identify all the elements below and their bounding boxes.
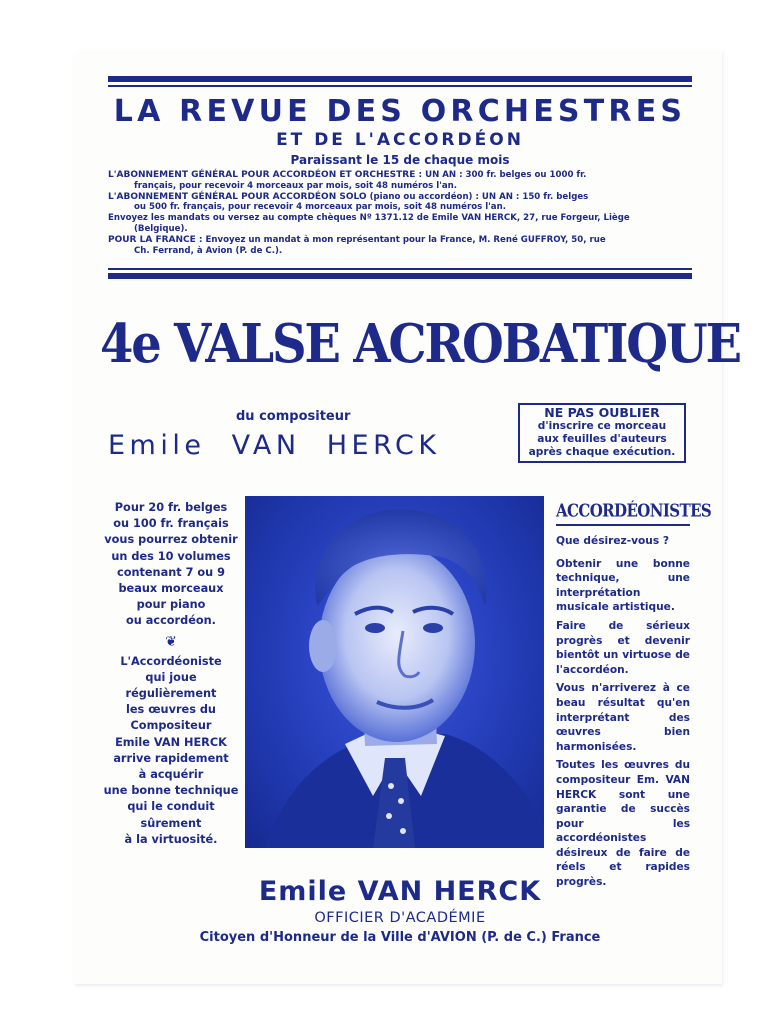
accordeoniste-text: [100, 654, 242, 848]
para-line: à la virtuosité.: [124, 832, 218, 846]
para-line: une bonne technique: [103, 784, 239, 798]
subscription-info: [108, 170, 692, 257]
flourish-icon: ❦: [165, 633, 177, 650]
offer-line: Pour 20 fr. belges: [114, 501, 228, 514]
pour-la-france: [108, 235, 692, 256]
notice-line2: aux feuilles d'auteurs: [537, 433, 667, 445]
envoyez-text: Envoyez les mandats ou versez au compte chèques Nº 1371.12 de Emile VAN HERCK, 27, rue Forgeur, Liège: [108, 213, 630, 224]
para-line: arrive rapidement: [113, 751, 229, 765]
offer-line: vous pourrez obtenir: [104, 533, 238, 547]
notice-box: [518, 403, 686, 463]
header-top-rule-thin: [108, 85, 692, 87]
accordeonistes-rule: [556, 524, 690, 526]
offer-text: [100, 500, 242, 630]
accordeonistes-heading: ACCORDÉONISTES: [556, 500, 712, 522]
footer-composer-name: Emile VAN HERCK: [258, 876, 542, 907]
notice-head: NE PAS OUBLIER: [544, 405, 660, 420]
composer-name: Emile VAN HERCK: [108, 430, 441, 461]
right-column: [556, 534, 690, 894]
footer-citoyen: Citoyen d'Honneur de la Ville d'AVION (P. de C.) France: [199, 930, 601, 945]
para-line: L'Accordéoniste: [120, 654, 222, 668]
left-column: [100, 500, 242, 848]
para-line: régulièrement: [125, 687, 217, 701]
notice-line3: après chaque exécution.: [528, 446, 676, 458]
para-line: qui le conduit: [127, 800, 215, 814]
para-line: à acquérir: [138, 768, 204, 782]
piece-title: 4e VALSE ACROBATIQUE: [100, 312, 740, 376]
right-paragraph-4: Toutes les œuvres du compositeur Em. VAN HERCK sont une garantie de succès pour les accordéonistes désireux de faire de réels et rapides progrès.: [556, 759, 690, 889]
du-compositeur-label: du compositeur: [236, 409, 351, 424]
right-paragraph-1: Obtenir une bonne technique, une interprétation musicale artistique.: [556, 557, 690, 614]
abonnement-solo-lead: L'ABONNEMENT GÉNÉRAL POUR ACCORDÉON SOLO: [108, 191, 367, 202]
envoyez-text2: (Belgique).: [134, 223, 188, 234]
abonnement-solo-text: (piano ou accordéon) : UN AN : 150 fr. belges: [369, 191, 589, 202]
para-line: qui joue: [145, 670, 197, 684]
right-paragraph-3: Vous n'arriverez à ce beau résultat qu'en interprétant des œuvres bien harmonisées.: [556, 682, 690, 753]
para-line: Emile VAN HERCK: [115, 735, 227, 749]
offer-line: beaux morceaux: [118, 582, 224, 596]
abonnement-orchestre-text2: français, pour recevoir 4 morceaux par mois, soit 48 numéros l'an.: [134, 180, 458, 191]
header-bottom-rule: [108, 273, 692, 279]
para-line: Compositeur: [130, 719, 212, 733]
france-text: Envoyez un mandat à mon représentant pour la France, M. René GUFFROY, 50, rue: [205, 235, 606, 246]
offer-line: ou 100 fr. français: [113, 517, 229, 531]
abonnement-orchestre-lead: L'ABONNEMENT GÉNÉRAL POUR ACCORDÉON ET ORCHESTRE :: [108, 170, 423, 180]
offer-line: pour piano: [136, 598, 206, 612]
para-line: les œuvres du: [126, 703, 216, 717]
envoyez-mandats: [108, 213, 692, 234]
offer-line: un des 10 volumes: [111, 549, 231, 563]
footer-officier: OFFICIER D'ACADÉMIE: [314, 910, 486, 926]
revue-subtitle: ET DE L'ACCORDÉON: [276, 130, 524, 150]
abonnement-solo-text2: ou 500 fr. français, pour recevoir 4 morceaux par mois, soit 48 numéros l'an.: [134, 202, 506, 213]
abonnement-orchestre: [108, 170, 692, 191]
france-lead: POUR LA FRANCE :: [108, 235, 203, 246]
offer-line: contenant 7 ou 9: [117, 565, 225, 579]
header-bottom-rule-thin: [108, 268, 692, 270]
revue-frequency: Paraissant le 15 de chaque mois: [290, 153, 510, 167]
abonnement-solo: [108, 192, 692, 213]
revue-title: LA REVUE DES ORCHESTRES: [113, 94, 687, 129]
right-paragraph-2: Faire de sérieux progrès et devenir bientôt un virtuose de l'accordéon.: [556, 619, 690, 676]
offer-line: ou accordéon.: [126, 614, 216, 628]
composer-portrait: [245, 496, 544, 848]
question-text: Que désirez-vous ?: [556, 535, 669, 547]
france-text2: Ch. Ferrand, à Avion (P. de C.).: [134, 245, 283, 256]
para-line: sûrement: [140, 816, 202, 830]
abonnement-orchestre-text: UN AN : 300 fr. belges ou 1000 fr.: [425, 170, 587, 180]
notice-line1: d'inscrire ce morceau: [537, 420, 667, 432]
portrait-illustration: [245, 496, 544, 848]
header-top-rule: [108, 76, 692, 82]
